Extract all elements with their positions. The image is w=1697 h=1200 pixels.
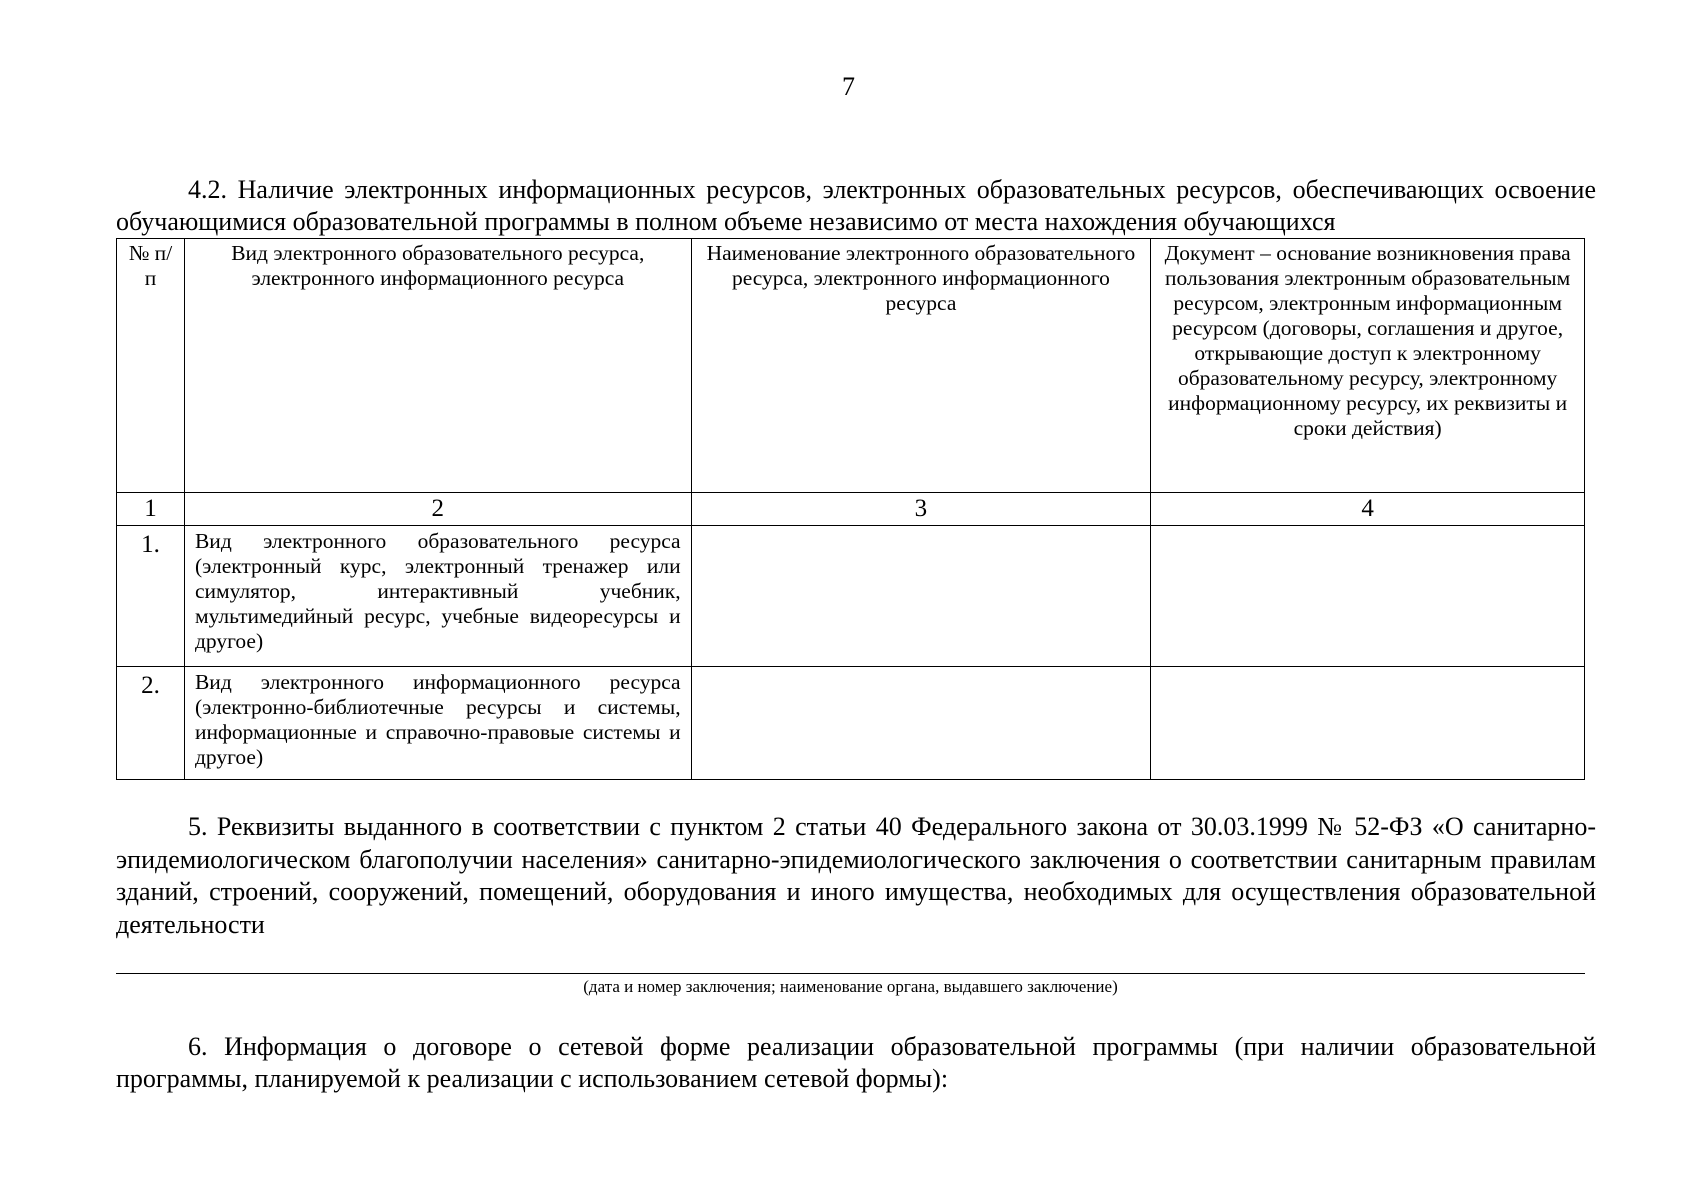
sanitary-conclusion-caption: (дата и номер заключения; наименование органа, выдавшего заключение) xyxy=(583,977,1118,996)
basis-document-cell xyxy=(1151,667,1585,780)
header-cell-resource-name: Наименование электронного образовательного ресурса, электронного информационного ресурса xyxy=(691,239,1151,493)
section-6-text: 6. Информация о договоре о сетевой форме реализации образовательной программы (при наличии образовательной программы, планируемой к реализации с использованием сетевой формы): xyxy=(116,1032,1596,1093)
page-number: 7 xyxy=(842,72,855,101)
header-cell-resource-type: Вид электронного образовательного ресурса, электронного информационного ресурса xyxy=(184,239,691,493)
table-row xyxy=(117,667,1585,780)
section-4-2-heading xyxy=(116,174,1596,238)
resource-type-cell: Вид электронного информационного ресурса (электронно-библиотечные ресурсы и системы, информационные и справочно-правовые системы и другое) xyxy=(184,667,691,780)
section-6-paragraph xyxy=(116,1031,1596,1095)
table-header-row xyxy=(117,239,1585,493)
sanitary-conclusion-fill-line[interactable] xyxy=(116,973,1585,974)
resource-name-cell xyxy=(691,667,1151,780)
column-numbers-row xyxy=(117,493,1585,526)
table-row xyxy=(117,526,1585,667)
basis-document-cell xyxy=(1151,526,1585,667)
header-cell-number: № п/п xyxy=(117,239,185,493)
section-5-text: 5. Реквизиты выданного в соответствии с пунктом 2 статьи 40 Федерального закона от 30.03.1999 № 52-ФЗ «О санитарно-эпидемиологическом благополучии населения» санитарно-эпидемиологического заключения о соответствии санитарным правилам зданий, строений, сооружений, помещений, оборудования и иного имущества, необходимых для осуществления образовательной деятельности xyxy=(116,812,1596,939)
column-number-3: 3 xyxy=(691,493,1151,526)
row-number: 2. xyxy=(117,667,185,780)
column-number-2: 2 xyxy=(184,493,691,526)
header-cell-basis-document: Документ – основание возникновения права пользования электронным образовательным ресурсом, электронным информационным ресурсом (договоры, соглашения и другое, открывающие доступ к электронному образовательному ресурсу, электронному информационному ресурсу, их реквизиты и сроки действия) xyxy=(1151,239,1585,493)
row-number: 1. xyxy=(117,526,185,667)
section-4-2-text: 4.2. Наличие электронных информационных ресурсов, электронных образовательных ресурсов, обеспечивающих освоение обучающимися образовательной программы в полном объеме независимо от места нахождения обучающихся xyxy=(116,175,1596,236)
column-number-1: 1 xyxy=(117,493,185,526)
resource-type-cell: Вид электронного образовательного ресурса (электронный курс, электронный тренажер или симулятор, интерактивный учебник, мультимедийный ресурс, учебные видеоресурсы и другое) xyxy=(184,526,691,667)
section-5-paragraph xyxy=(116,811,1596,941)
column-number-4: 4 xyxy=(1151,493,1585,526)
electronic-resources-table xyxy=(116,238,1585,780)
resource-name-cell xyxy=(691,526,1151,667)
